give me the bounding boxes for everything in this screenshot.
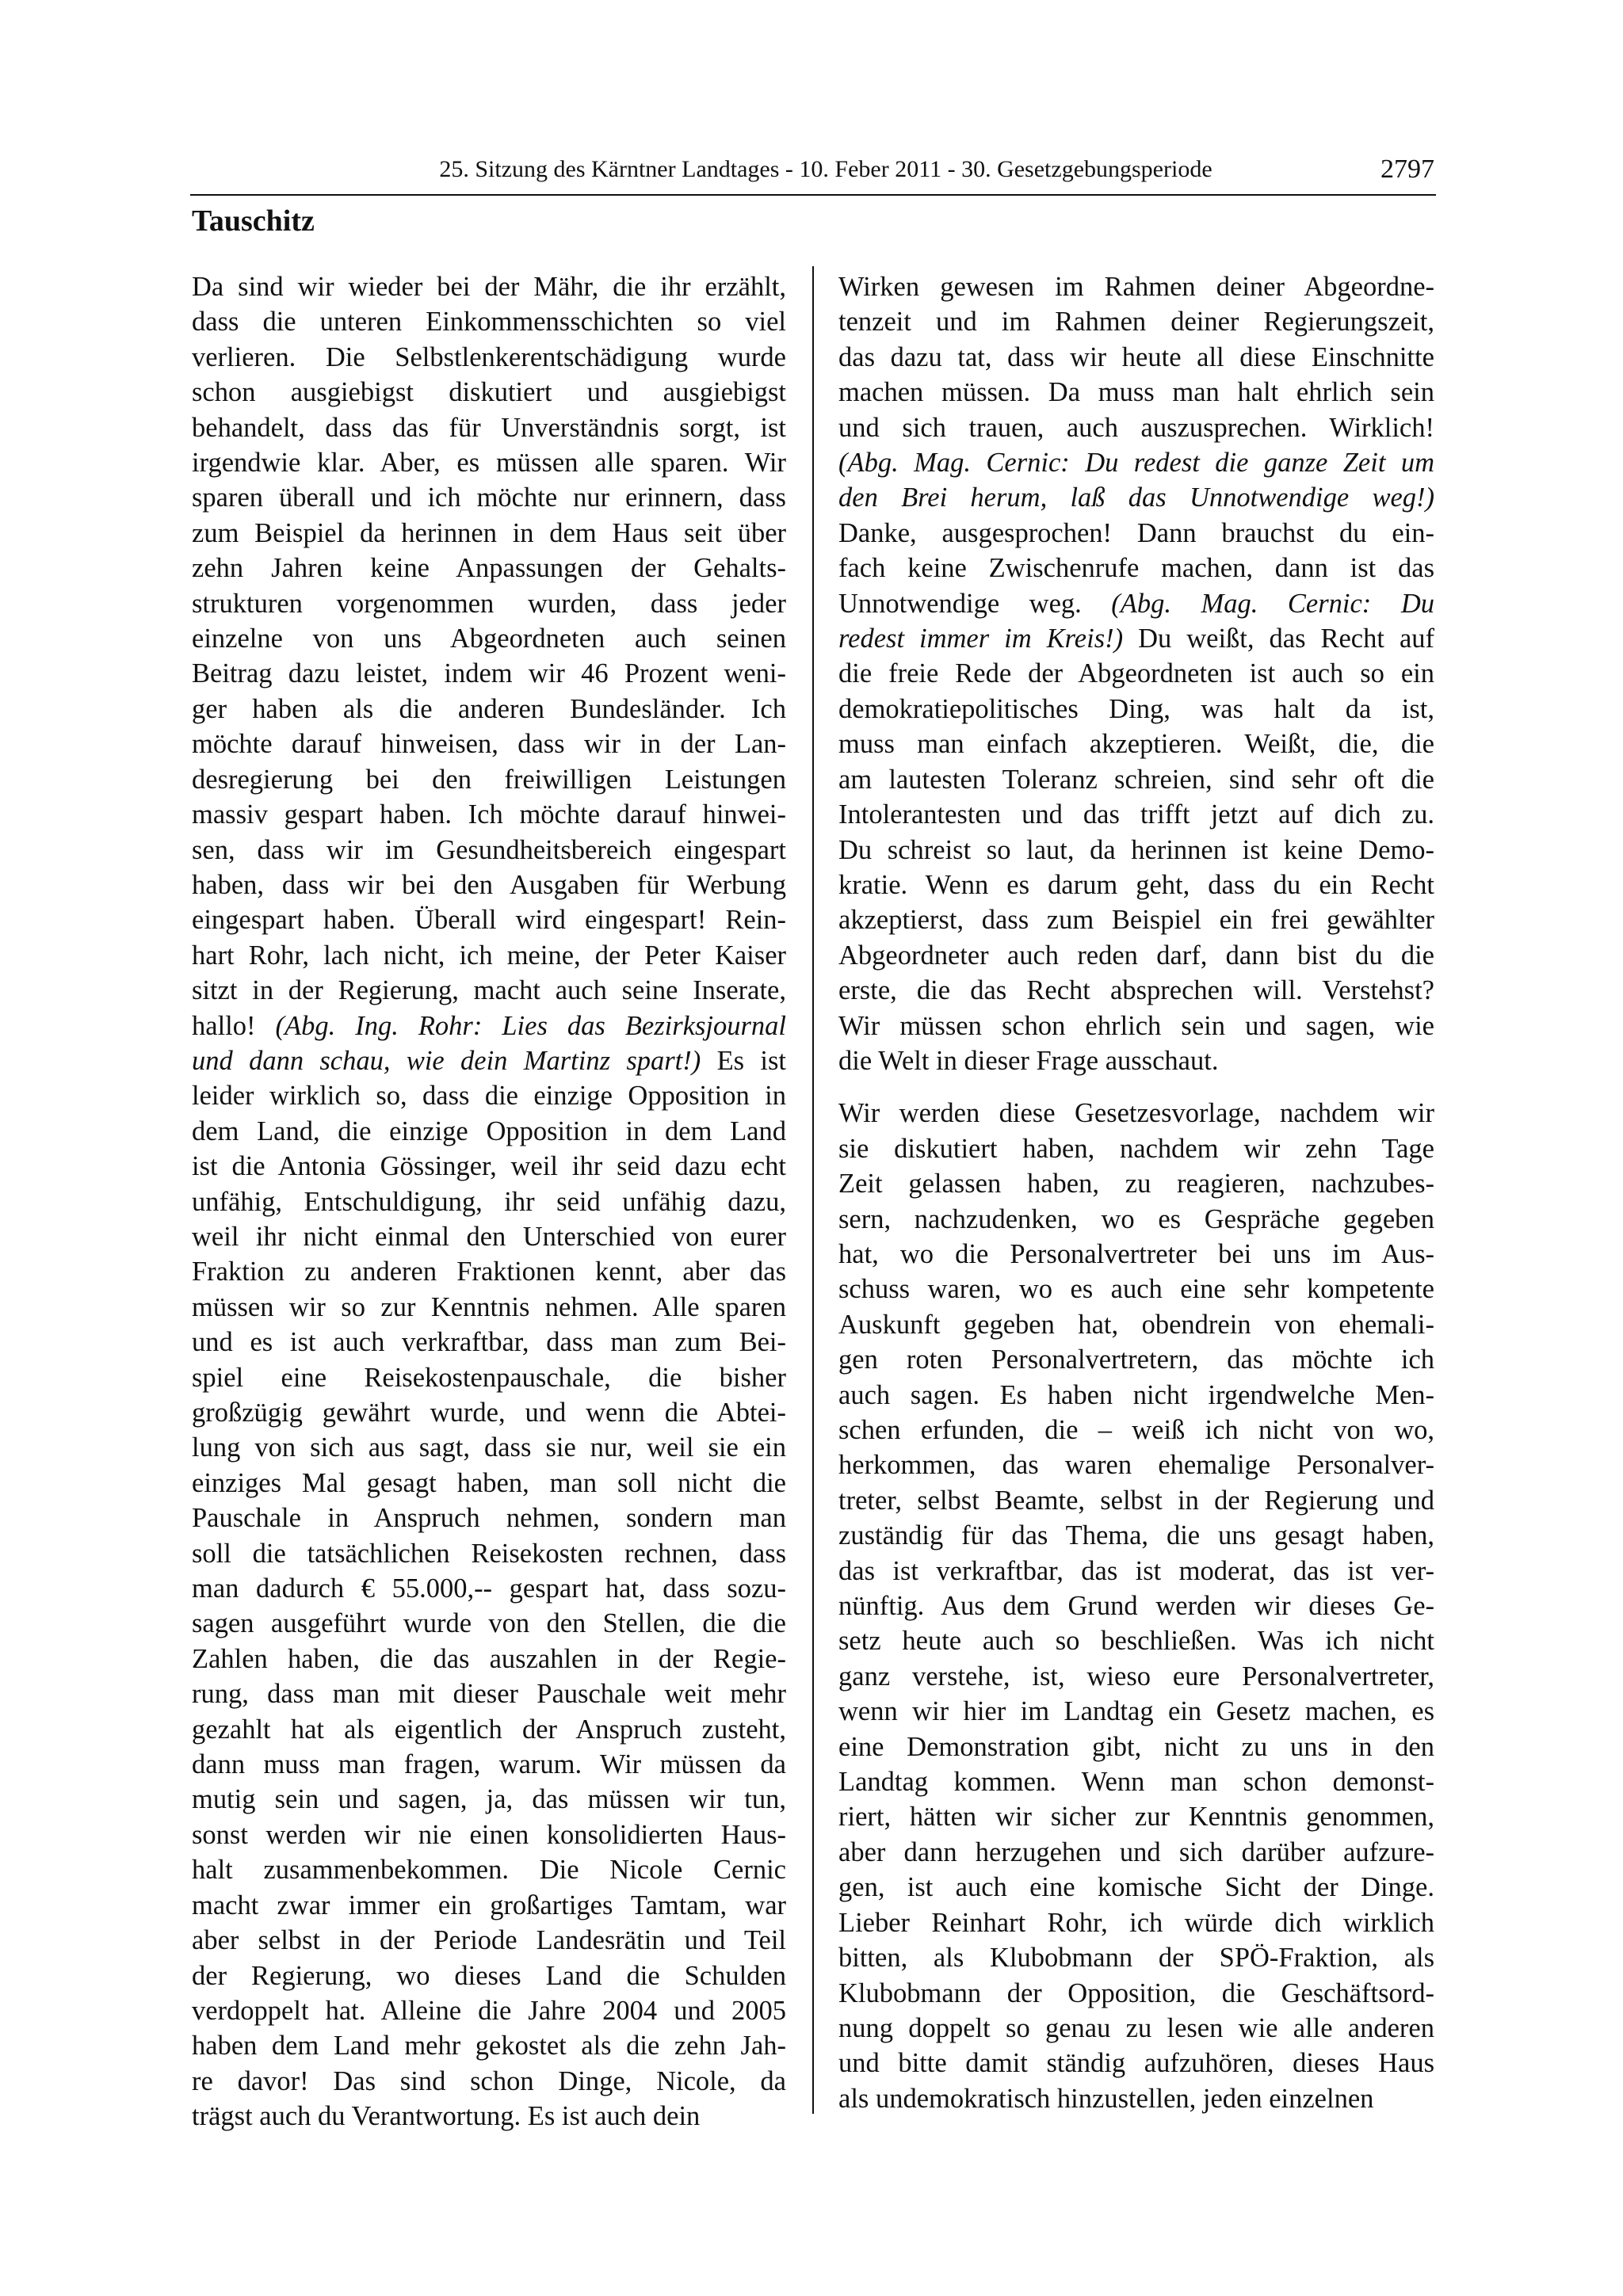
- text-line: sagen ausgeführt wurde von den Stellen, die die: [192, 1608, 786, 1639]
- text-line: hallo! (Abg. Ing. Rohr: Lies das Bezirksjournal: [192, 1010, 786, 1041]
- text-line: treter, selbst Beamte, selbst in der Regierung und: [838, 1485, 1434, 1516]
- text-line: eingespart haben. Überall wird eingespart! Rein-: [192, 905, 786, 936]
- text-line: verdoppelt hat. Alleine die Jahre 2004 und 2005: [192, 1995, 786, 2026]
- text-line: ger haben als die anderen Bundesländer. Ich: [192, 693, 786, 724]
- text-line: kratie. Wenn es darum geht, dass du ein Recht: [838, 869, 1434, 900]
- text-line: Du schreist so laut, da herinnen ist keine Demo-: [838, 834, 1434, 865]
- text-line: Landtag kommen. Wenn man schon demonst-: [838, 1767, 1434, 1798]
- text-line: sonst werden wir nie einen konsolidierten Haus-: [192, 1819, 786, 1850]
- text-line: man dadurch € 55.000,-- gespart hat, dass sozu-: [192, 1573, 786, 1604]
- speaker-name: Tauschitz: [192, 204, 315, 238]
- text-line: desregierung bei den freiwilligen Leistungen: [192, 764, 786, 795]
- text-line: und bitte damit ständig aufzuhören, dieses Haus: [838, 2048, 1434, 2079]
- text-line: fach keine Zwischenrufe machen, dann ist das: [838, 553, 1434, 584]
- text-line: setz heute auch so beschließen. Was ich nicht: [838, 1626, 1434, 1657]
- text-line: Unnotwendige weg. (Abg. Mag. Cernic: Du: [838, 588, 1434, 619]
- text-line: schen erfunden, die – weiß ich nicht von wo,: [838, 1415, 1434, 1445]
- text-line: großzügig gewährt wurde, und wenn die Abtei-: [192, 1398, 786, 1428]
- text-line: re davor! Das sind schon Dinge, Nicole, da: [192, 2065, 786, 2096]
- text-line: und sich trauen, auch auszusprechen. Wirklich!: [838, 412, 1434, 443]
- text-line: eine Demonstration gibt, nicht zu uns in den: [838, 1731, 1434, 1762]
- text-line: bitten, als Klubobmann der SPÖ-Fraktion, als: [838, 1943, 1434, 1974]
- text-line: wenn wir hier im Landtag ein Gesetz machen, es: [838, 1696, 1434, 1727]
- text-line: zehn Jahren keine Anpassungen der Gehalts-: [192, 553, 786, 584]
- text-line: ist die Antonia Gössinger, weil ihr seid dazu echt: [192, 1151, 786, 1182]
- text-line: Danke, ausgesprochen! Dann brauchst du ein-: [838, 517, 1434, 548]
- text-line: machen müssen. Da muss man halt ehrlich sein: [838, 377, 1434, 408]
- text-line: aber dann herzugehen und sich darüber aufzure-: [838, 1836, 1434, 1867]
- text-line: Fraktion zu anderen Fraktionen kennt, aber das: [192, 1257, 786, 1287]
- text-line: am lautesten Toleranz schreien, sind sehr oft die: [838, 764, 1434, 795]
- text-line: halt zusammenbekommen. Die Nicole Cernic: [192, 1855, 786, 1886]
- text-line: Klubobmann der Opposition, die Geschäftsord-: [838, 1978, 1434, 2008]
- text-line: mutig sein und sagen, ja, das müssen wir tun,: [192, 1784, 786, 1815]
- text-line: Intolerantesten und das trifft jetzt auf dich zu.: [838, 799, 1434, 830]
- text-line: gen roten Personalvertretern, das möchte ich: [838, 1344, 1434, 1375]
- text-line: Zahlen haben, die das auszahlen in der Regie-: [192, 1643, 786, 1674]
- text-line: muss man einfach akzeptieren. Weißt, die, die: [838, 729, 1434, 760]
- text-line: auch sagen. Es haben nicht irgendwelche Men-: [838, 1379, 1434, 1410]
- text-line: schon ausgiebigst diskutiert und ausgiebigst: [192, 377, 786, 408]
- text-line: gen, ist auch eine komische Sicht der Dinge.: [838, 1872, 1434, 1903]
- right-paragraph-1: [838, 269, 1434, 1078]
- text-line: zum Beispiel da herinnen in dem Haus seit über: [192, 517, 786, 548]
- text-line: herkommen, das waren ehemalige Personalver-: [838, 1450, 1434, 1481]
- text-line: trägst auch du Verantwortung. Es ist auch dein: [192, 2101, 701, 2132]
- text-line: irgendwie klar. Aber, es müssen alle sparen. Wir: [192, 448, 786, 479]
- text-line: unfähig, Entschuldigung, ihr seid unfähig dazu,: [192, 1186, 786, 1217]
- text-line: Wir werden diese Gesetzesvorlage, nachdem wir: [838, 1098, 1434, 1129]
- text-line: Lieber Reinhart Rohr, ich würde dich wirklich: [838, 1907, 1434, 1938]
- text-line: weil ihr nicht einmal den Unterschied von eurer: [192, 1221, 786, 1252]
- text-line: haben, dass wir bei den Ausgaben für Werbung: [192, 869, 786, 900]
- text-line: (Abg. Mag. Cernic: Du redest die ganze Zeit um: [838, 448, 1434, 479]
- text-line: akzeptierst, dass zum Beispiel ein frei gewählter: [838, 905, 1434, 936]
- left-paragraph: [192, 269, 786, 2134]
- text-line: Auskunft gegeben hat, obendrein von ehemali-: [838, 1309, 1434, 1340]
- text-line: schuss waren, wo es auch eine sehr kompetente: [838, 1274, 1434, 1305]
- text-line: als undemokratisch hinzustellen, jeden einzelnen: [838, 2083, 1374, 2114]
- text-line: zuständig für das Thema, die uns gesagt haben,: [838, 1520, 1434, 1551]
- text-line: Zeit gelassen haben, zu reagieren, nachzubes-: [838, 1169, 1434, 1199]
- left-text-column: [192, 269, 786, 2134]
- text-line: Pauschale in Anspruch nehmen, sondern man: [192, 1503, 786, 1534]
- text-line: sparen überall und ich möchte nur erinnern, dass: [192, 482, 786, 513]
- text-line: Wir müssen schon ehrlich sein und sagen, wie: [838, 1010, 1434, 1041]
- text-line: Abgeordneter auch reden darf, dann bist du die: [838, 940, 1434, 971]
- text-line: erste, die das Recht absprechen will. Verstehst?: [838, 975, 1434, 1006]
- text-line: das dazu tat, dass wir heute all diese Einschnitte: [838, 341, 1434, 372]
- text-line: der Regierung, wo dieses Land die Schulden: [192, 1960, 786, 1991]
- text-line: den Brei herum, laß das Unnotwendige weg!): [838, 482, 1434, 513]
- text-line: nung doppelt so genau zu lesen wie alle anderen: [838, 2012, 1434, 2043]
- text-line: das ist verkraftbar, das ist moderat, das ist ver-: [838, 1555, 1434, 1586]
- text-line: sie diskutiert haben, nachdem wir zehn Tage: [838, 1133, 1434, 1164]
- text-line: nünftig. Aus dem Grund werden wir dieses Ge-: [838, 1591, 1434, 1622]
- text-line: demokratiepolitisches Ding, was halt da ist,: [838, 693, 1434, 724]
- text-line: gezahlt hat als eigentlich der Anspruch zusteht,: [192, 1714, 786, 1745]
- text-line: und dann schau, wie dein Martinz spart!) Es ist: [192, 1045, 786, 1076]
- text-line: die Welt in dieser Frage ausschaut.: [838, 1045, 1219, 1076]
- text-line: und es ist auch verkraftbar, dass man zum Bei-: [192, 1327, 786, 1358]
- column-divider: [812, 266, 814, 2114]
- text-line: sen, dass wir im Gesundheitsbereich eingespart: [192, 834, 786, 865]
- text-line: spiel eine Reisekostenpauschale, die bisher: [192, 1362, 786, 1393]
- text-line: Wirken gewesen im Rahmen deiner Abgeordne-: [838, 272, 1434, 302]
- right-paragraph-2: [838, 1096, 1434, 2116]
- text-line: haben dem Land mehr gekostet als die zehn Jah-: [192, 2031, 786, 2061]
- text-line: die freie Rede der Abgeordneten ist auch so ein: [838, 658, 1434, 689]
- text-line: massiv gespart haben. Ich möchte darauf hinwei-: [192, 799, 786, 830]
- text-line: verlieren. Die Selbstlenkerentschädigung wurde: [192, 341, 786, 372]
- text-line: strukturen vorgenommen wurden, dass jeder: [192, 588, 786, 619]
- text-line: aber selbst in der Periode Landesrätin und Teil: [192, 1925, 786, 1956]
- text-line: einzelne von uns Abgeordneten auch seinen: [192, 624, 786, 654]
- text-line: Beitrag dazu leistet, indem wir 46 Prozent weni-: [192, 658, 786, 689]
- text-line: tenzeit und im Rahmen deiner Regierungszeit,: [838, 307, 1434, 338]
- page-header-title: 25. Sitzung des Kärntner Landtages - 10. Feber 2011 - 30. Gesetzgebungsperiode: [439, 156, 1212, 182]
- text-line: ganz verstehe, ist, wieso eure Personalvertreter,: [838, 1661, 1434, 1691]
- right-text-column: [838, 269, 1434, 2116]
- text-line: leider wirklich so, dass die einzige Opposition in: [192, 1081, 786, 1112]
- text-line: hart Rohr, lach nicht, ich meine, der Peter Kaiser: [192, 940, 786, 971]
- header-divider: [190, 194, 1436, 196]
- text-line: lung von sich aus sagt, dass sie nur, weil sie ein: [192, 1432, 786, 1463]
- text-line: Da sind wir wieder bei der Mähr, die ihr erzählt,: [192, 272, 786, 302]
- text-line: rung, dass man mit dieser Pauschale weit mehr: [192, 1679, 786, 1710]
- text-line: einziges Mal gesagt haben, man soll nicht die: [192, 1467, 786, 1498]
- text-line: macht zwar immer ein großartiges Tamtam, war: [192, 1890, 786, 1920]
- text-line: dann muss man fragen, warum. Wir müssen da: [192, 1749, 786, 1780]
- text-line: sern, nachzudenken, wo es Gespräche gegeben: [838, 1203, 1434, 1234]
- text-line: redest immer im Kreis!) Du weißt, das Recht auf: [838, 624, 1434, 654]
- page-number: 2797: [1381, 154, 1434, 184]
- text-line: dass die unteren Einkommensschichten so viel: [192, 307, 786, 338]
- text-line: möchte darauf hinweisen, dass wir in der Lan-: [192, 729, 786, 760]
- text-line: müssen wir so zur Kenntnis nehmen. Alle sparen: [192, 1291, 786, 1322]
- text-line: dem Land, die einzige Opposition in dem Land: [192, 1116, 786, 1146]
- text-line: sitzt in der Regierung, macht auch seine Inserate,: [192, 975, 786, 1006]
- text-line: behandelt, dass das für Unverständnis sorgt, ist: [192, 412, 786, 443]
- text-line: hat, wo die Personalvertreter bei uns im Aus-: [838, 1238, 1434, 1269]
- text-line: soll die tatsächlichen Reisekosten rechnen, dass: [192, 1538, 786, 1569]
- text-line: riert, hätten wir sicher zur Kenntnis genommen,: [838, 1802, 1434, 1833]
